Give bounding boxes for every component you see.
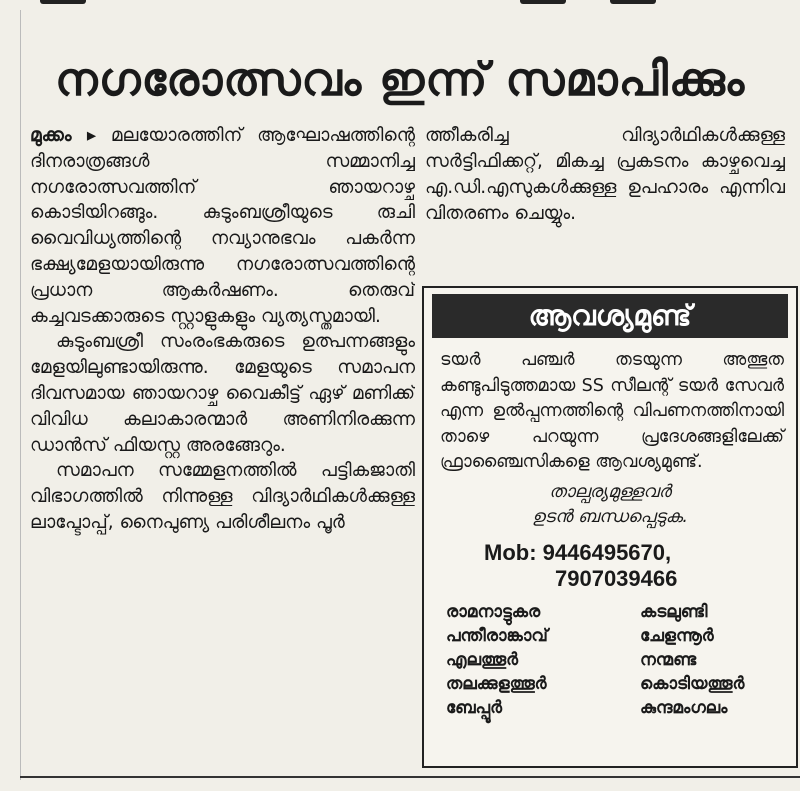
ad-places-list <box>446 600 796 720</box>
column-rule <box>20 10 21 780</box>
place-item: കുന്ദമംഗലം <box>640 697 728 718</box>
ad-phone-numbers <box>484 540 796 592</box>
phone-2: 7907039466 <box>555 565 678 591</box>
article-continuation: ത്തീകരിച്ച വിദ്യാർഥികൾക്കുള്ള സർട്ടിഫിക്കറ്റ്, മികച്ച പ്രകടനം കാഴ്ചവെച്ച എ.ഡി.എസുകൾക്കുള്ള ഉപഹാരം എന്നിവ വിതരണം ചെയ്യും. <box>425 125 785 224</box>
place-item: കൊടിയത്തൂർ <box>640 673 745 694</box>
place-item: കടലുണ്ടി <box>640 601 708 622</box>
place-item: രാമനാട്ടുകര <box>446 601 541 622</box>
headline: നഗരോത്സവം ഇന്ന് സമാപിക്കും <box>54 52 746 106</box>
bottom-rule <box>20 776 800 778</box>
place-item: ബേപ്പൂർ <box>446 697 502 718</box>
ad-contact: താല്പര്യമുള്ളവർ ഉടൻ ബന്ധപ്പെടുക. <box>532 481 688 527</box>
place-item: പന്തീരാങ്കാവ് <box>446 625 548 646</box>
place-item: തലക്കുളത്തൂർ <box>446 673 547 694</box>
dateline: മുക്കം ▸ <box>30 125 97 146</box>
place-item: എലത്തൂർ <box>446 649 518 670</box>
article-paragraph-3: സമാപന സമ്മേളനത്തിൽ പട്ടികജാതി വിഭാഗത്തിൽ നിന്നുള്ള വിദ്യാർഥികൾക്കുള്ള ലാപ്ടോപ്പ്, നൈപുണ്യ പരിശീലനം പൂർ <box>30 460 415 533</box>
place-item: നന്മണ്ട <box>640 649 697 670</box>
ad-title: ആവശ്യമുണ്ട് <box>432 294 788 338</box>
classified-ad <box>422 286 798 768</box>
article-column-left <box>30 123 415 768</box>
ad-body: ടയർ പഞ്ചർ തടയുന്ന അത്ഭുത കണ്ടുപിടുത്തമായ SS സീലന്റ് ടയർ സേവർ എന്ന ഉൽപ്പന്നത്തിന്റെ വിപണനത്തിനായി താഴെ പറയുന്ന പ്രദേശങ്ങളിലേക്ക് ഫ്രാഞ്ചൈസികളെ ആവശ്യമുണ്ട്. <box>440 350 784 472</box>
article-paragraph-2: കുടുംബശ്രീ സംരംഭകരുടെ ഉത്പന്നങ്ങളും മേളയിലുണ്ടായിരുന്നു. മേളയുടെ സമാപന ദിവസമായ ഞായറാഴ്ച വൈകീട്ട് ഏഴ് മണിക്ക് വിവിധ കലാകാരന്മാർ അണിനിരക്കുന്ന ഡാൻസ് ഫിയസ്റ്റ അരങ്ങേറും. <box>30 331 415 456</box>
phone-1: 9446495670, <box>542 539 672 565</box>
article-paragraph-1: മുക്കം ▸ മലയോരത്തിന് ആഘോഷത്തിന്റെ ദിനരാത്രങ്ങൾ സമ്മാനിച്ച നഗരോത്സവത്തിന് ഞായറാഴ്ച കൊടിയിറങ്ങും. കുടുംബശ്രീയുടെ രുചി വൈവിധ്യത്തിന്റെ നവ്യാനുഭവം പകർന്ന ഭക്ഷ്യമേളയായിരുന്നു നഗരോത്സവത്തിന്റെ പ്രധാന ആകർഷണം. തെരുവ് കച്ചവടക്കാരുടെ സ്റ്റാളുകളും വ്യത്യസ്തമായി. <box>30 125 415 327</box>
mob-label: Mob: <box>484 539 537 565</box>
place-item: ചേളന്നൂർ <box>640 625 714 646</box>
clipped-previous-text <box>0 0 800 10</box>
